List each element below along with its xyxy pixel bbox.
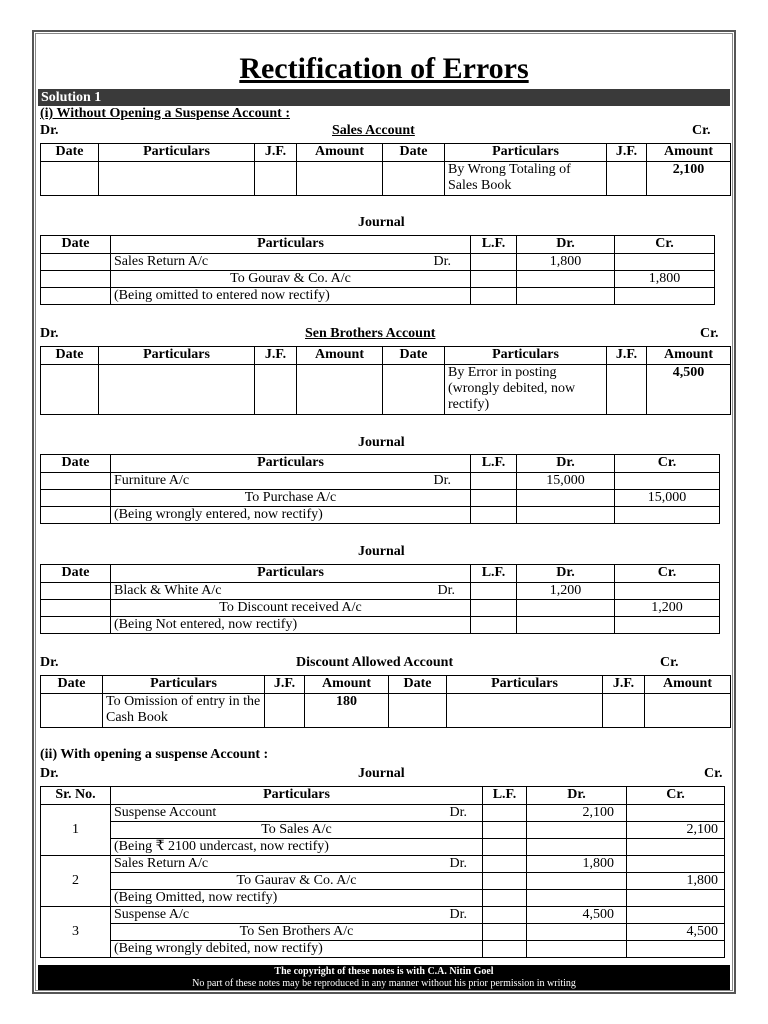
- debit-amount: 1,800: [527, 856, 627, 873]
- sr-no: 2: [41, 856, 111, 907]
- col-lf: L.F.: [471, 236, 517, 254]
- col-date: Date: [41, 236, 111, 254]
- col-particulars: Particulars: [99, 347, 255, 365]
- col-jf: J.F.: [607, 144, 647, 162]
- dr-mark: Dr.: [433, 473, 451, 488]
- journal-row: [41, 822, 725, 839]
- col-jf: J.F.: [265, 676, 305, 694]
- dr-mark: Dr.: [449, 907, 467, 922]
- debit-amount: 15,000: [517, 473, 615, 490]
- sales-dr-label: Dr.: [40, 123, 59, 138]
- part1-heading: (i) Without Opening a Suspense Account :: [40, 106, 290, 121]
- narration: (Being Omitted, now rectify): [111, 890, 483, 907]
- sen-dr-label: Dr.: [40, 326, 59, 341]
- narration: (Being Not entered, now rectify): [111, 617, 471, 634]
- journal-row: [41, 254, 715, 271]
- journal-row: [41, 890, 725, 907]
- narration: (Being ₹ 2100 undercast, now rectify): [111, 839, 483, 856]
- sen-cr-label: Cr.: [700, 326, 719, 341]
- journal-row: [41, 805, 725, 822]
- ledger-row: [41, 162, 731, 196]
- credit-amount: 2,100: [627, 822, 725, 839]
- debit-amount: 1,200: [517, 583, 615, 600]
- dr-mark: Dr.: [449, 856, 467, 871]
- discount-dr-label: Dr.: [40, 655, 59, 670]
- sr-no: 1: [41, 805, 111, 856]
- debit-account: Sales Return A/c: [114, 856, 209, 871]
- journal-row: [41, 873, 725, 890]
- sen-brothers-title: Sen Brothers Account: [305, 326, 436, 341]
- sales-cr-label: Cr.: [692, 123, 711, 138]
- cr-particulars: By Error in posting (wrongly debited, now rectify): [445, 365, 607, 415]
- journal2-title: Journal: [358, 435, 405, 450]
- col-particulars: Particulars: [111, 236, 471, 254]
- col-amount: Amount: [647, 347, 731, 365]
- col-dr: Dr.: [517, 236, 615, 254]
- col-date: Date: [389, 676, 447, 694]
- col-particulars: Particulars: [103, 676, 265, 694]
- journal3-title: Journal: [358, 544, 405, 559]
- credit-account: To Gourav & Co. A/c: [111, 271, 471, 288]
- sales-account-table: [40, 143, 731, 196]
- journal4-title: Journal: [358, 766, 405, 781]
- credit-account: To Sales A/c: [111, 822, 483, 839]
- ledger-header-row: [41, 676, 731, 694]
- debit-account: Furniture A/c: [114, 473, 190, 488]
- narration: (Being wrongly debited, now rectify): [111, 941, 483, 958]
- credit-account: To Discount received A/c: [111, 600, 471, 617]
- ledger-header-row: [41, 144, 731, 162]
- journal-row: [41, 600, 720, 617]
- journal-row: [41, 583, 720, 600]
- col-date: Date: [383, 347, 445, 365]
- col-particulars: Particulars: [445, 144, 607, 162]
- col-dr: Dr.: [527, 787, 627, 805]
- credit-amount: 1,800: [615, 271, 715, 288]
- dr-amount: 180: [305, 694, 389, 728]
- debit-account: Suspense Account: [114, 805, 217, 820]
- journal1-table: [40, 235, 715, 305]
- debit-amount: 4,500: [527, 907, 627, 924]
- col-jf: J.F.: [255, 347, 297, 365]
- debit-account: Suspense A/c: [114, 907, 190, 922]
- ledger-row: [41, 694, 731, 728]
- col-amount: Amount: [645, 676, 731, 694]
- sen-brothers-table: [40, 346, 731, 415]
- col-date: Date: [41, 144, 99, 162]
- col-jf: J.F.: [607, 347, 647, 365]
- journal3-table: [40, 564, 720, 634]
- journal-row: [41, 507, 720, 524]
- col-lf: L.F.: [471, 565, 517, 583]
- col-amount: Amount: [297, 144, 383, 162]
- solution-label: Solution 1: [38, 89, 730, 106]
- debit-account: Black & White A/c: [114, 583, 222, 598]
- ledger-header-row: [41, 347, 731, 365]
- journal-row: [41, 839, 725, 856]
- journal-row: [41, 271, 715, 288]
- journal-row: [41, 856, 725, 873]
- debit-amount: 1,800: [517, 254, 615, 271]
- col-amount: Amount: [647, 144, 731, 162]
- credit-amount: 15,000: [615, 490, 720, 507]
- credit-amount: 1,200: [615, 600, 720, 617]
- journal-row: [41, 490, 720, 507]
- col-particulars: Particulars: [111, 455, 471, 473]
- journal-header-row: [41, 787, 725, 805]
- narration: (Being wrongly entered, now rectify): [111, 507, 471, 524]
- cr-amount: 4,500: [647, 365, 731, 415]
- col-date: Date: [41, 347, 99, 365]
- footer-line-1: The copyright of these notes is with C.A. Nitin Goel: [274, 966, 494, 977]
- journal-row: [41, 907, 725, 924]
- journal1-title: Journal: [358, 215, 405, 230]
- col-jf: J.F.: [255, 144, 297, 162]
- col-amount: Amount: [305, 676, 389, 694]
- journal4-table: [40, 786, 725, 958]
- sales-account-title: Sales Account: [332, 123, 415, 138]
- credit-amount: 1,800: [627, 873, 725, 890]
- ledger-row: [41, 365, 731, 415]
- col-lf: L.F.: [483, 787, 527, 805]
- col-date: Date: [383, 144, 445, 162]
- col-date: Date: [41, 455, 111, 473]
- credit-account: To Purchase A/c: [111, 490, 471, 507]
- discount-allowed-title: Discount Allowed Account: [296, 655, 454, 670]
- credit-amount: 4,500: [627, 924, 725, 941]
- col-jf: J.F.: [603, 676, 645, 694]
- credit-account: To Gaurav & Co. A/c: [111, 873, 483, 890]
- cr-particulars: By Wrong Totaling of Sales Book: [445, 162, 607, 196]
- dr-mark: Dr.: [449, 805, 467, 820]
- journal2-table: [40, 454, 720, 524]
- journal-row: [41, 473, 720, 490]
- col-cr: Cr.: [627, 787, 725, 805]
- col-sr-no: Sr. No.: [41, 787, 111, 805]
- journal-row: [41, 941, 725, 958]
- col-particulars: Particulars: [111, 565, 471, 583]
- discount-allowed-table: [40, 675, 731, 728]
- debit-amount: 2,100: [527, 805, 627, 822]
- journal-header-row: [41, 236, 715, 254]
- col-cr: Cr.: [615, 236, 715, 254]
- credit-account: To Sen Brothers A/c: [111, 924, 483, 941]
- journal4-dr-label: Dr.: [40, 766, 59, 781]
- col-particulars: Particulars: [99, 144, 255, 162]
- col-date: Date: [41, 565, 111, 583]
- footer-line-2: No part of these notes may be reproduced in any manner without his prior permission in writing: [192, 978, 576, 989]
- discount-cr-label: Cr.: [660, 655, 679, 670]
- copyright-footer: [38, 965, 730, 990]
- cr-amount: 2,100: [647, 162, 731, 196]
- col-lf: L.F.: [471, 455, 517, 473]
- debit-account: Sales Return A/c: [114, 254, 209, 269]
- col-particulars: Particulars: [445, 347, 607, 365]
- col-date: Date: [41, 676, 103, 694]
- dr-mark: Dr.: [437, 583, 455, 598]
- col-cr: Cr.: [615, 565, 720, 583]
- journal4-cr-label: Cr.: [704, 766, 723, 781]
- journal-row: [41, 924, 725, 941]
- col-dr: Dr.: [517, 455, 615, 473]
- journal-row: [41, 288, 715, 305]
- col-particulars: Particulars: [447, 676, 603, 694]
- narration: (Being omitted to entered now rectify): [111, 288, 471, 305]
- journal-header-row: [41, 455, 720, 473]
- sr-no: 3: [41, 907, 111, 958]
- col-cr: Cr.: [615, 455, 720, 473]
- page-title: Rectification of Errors: [239, 52, 529, 85]
- journal-header-row: [41, 565, 720, 583]
- journal-row: [41, 617, 720, 634]
- dr-mark: Dr.: [433, 254, 451, 269]
- part2-heading: (ii) With opening a suspense Account :: [40, 747, 269, 762]
- col-particulars: Particulars: [111, 787, 483, 805]
- dr-particulars: To Omission of entry in the Cash Book: [103, 694, 265, 728]
- col-dr: Dr.: [517, 565, 615, 583]
- col-amount: Amount: [297, 347, 383, 365]
